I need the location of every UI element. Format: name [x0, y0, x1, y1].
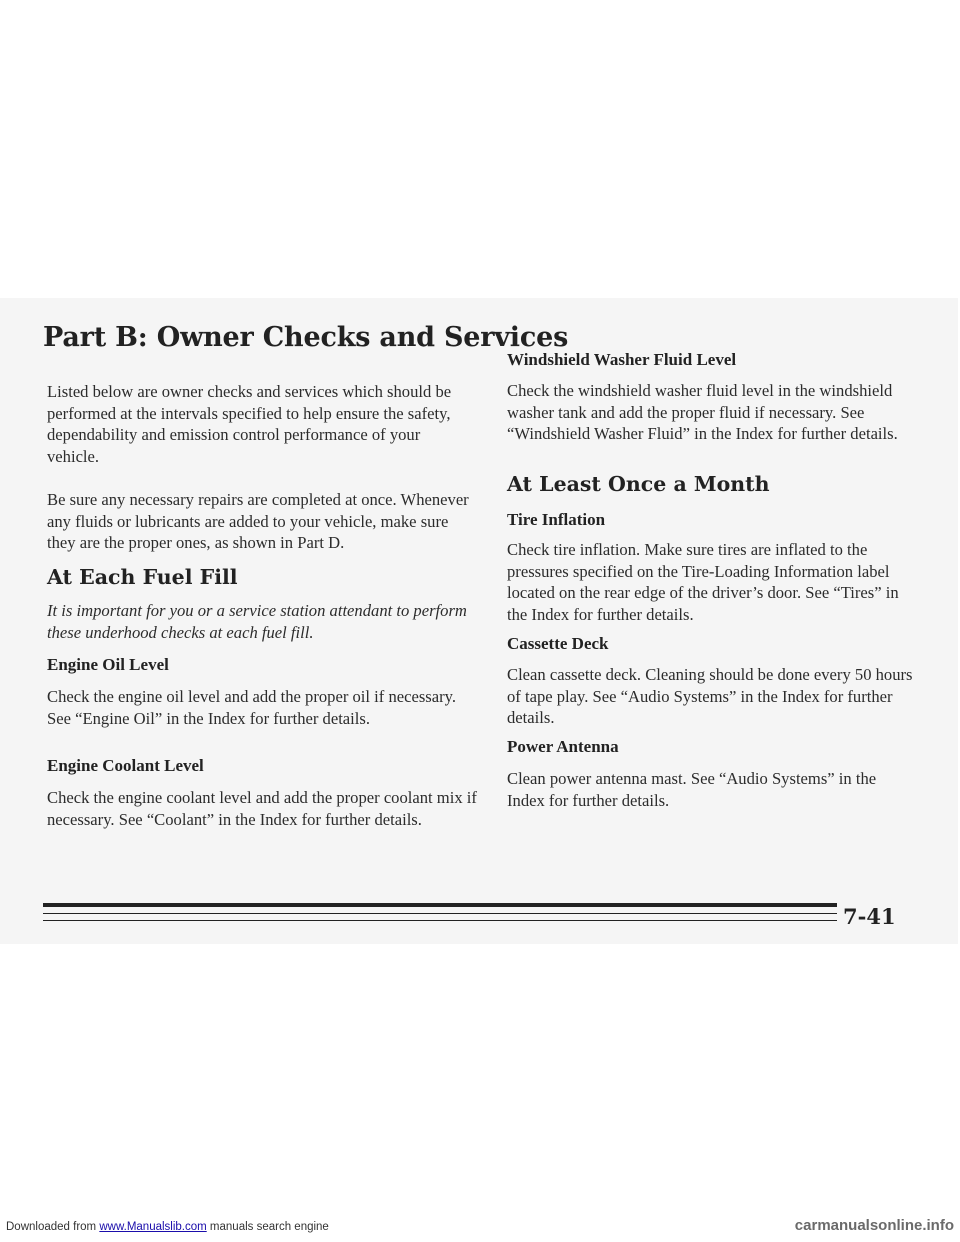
watermark: carmanualsonline.info [794, 1217, 954, 1234]
engine-oil-heading: Engine Oil Level [47, 655, 169, 674]
footer-rule-thin-1 [43, 913, 837, 914]
monthly-heading: At Least Once a Month [507, 472, 770, 496]
cassette-deck-text: Clean cassette deck. Cleaning should be done every 50 hours of tape play. See “Audio Systems” in the Index for further details. [507, 665, 913, 728]
tire-inflation-heading: Tire Inflation [507, 510, 606, 529]
intro-paragraph-2: Be sure any necessary repairs are completed at once. Whenever any fluids or lubricants are added to your vehicle, make sure they are the proper ones, as shown in Part D. [47, 490, 469, 553]
power-antenna-heading: Power Antenna [507, 737, 619, 756]
footer-suffix: manuals search engine [209, 1221, 329, 1233]
engine-coolant-heading: Engine Coolant Level [47, 756, 204, 775]
engine-oil-text: Check the engine oil level and add the proper oil if necessary. See “Engine Oil” in the Index for further details. [47, 687, 457, 728]
washer-fluid-text: Check the windshield washer fluid level in the windshield washer tank and add the proper fluid if necessary. See “Windshield Washer Fluid” in the Index for further details. [507, 381, 898, 444]
part-title: Part B: Owner Checks and Services [43, 322, 569, 353]
engine-coolant-text: Check the engine coolant level and add the proper coolant mix if necessary. See “Coolant” in the Index for further details. [47, 788, 477, 829]
intro-paragraph-1: Listed below are owner checks and services which should be performed at the intervals specified to help ensure the safety, dependability and emission control performance of your vehicle. [47, 382, 452, 466]
washer-fluid-heading: Windshield Washer Fluid Level [507, 350, 737, 369]
footer-prefix: Downloaded from [6, 1221, 97, 1233]
fuel-fill-heading: At Each Fuel Fill [47, 565, 238, 589]
footer-rule-thick [43, 903, 837, 907]
power-antenna-text: Clean power antenna mast. See “Audio Systems” in the Index for further details. [507, 769, 877, 810]
tire-inflation-text: Check tire inflation. Make sure tires are inflated to the pressures specified on the Tire-Loading Information label located on the rear edge of the driver’s door. See “Tires” in the Index for further details. [507, 540, 899, 624]
fuel-fill-note: It is important for you or a service station attendant to perform these underhood checks at each fuel fill. [47, 601, 467, 642]
download-footer [6, 1221, 329, 1233]
manualslib-link[interactable]: www.Manualslib.com [99, 1221, 207, 1233]
page-number: 7-41 [843, 904, 896, 929]
cassette-deck-heading: Cassette Deck [507, 634, 609, 653]
footer-rule-thin-2 [43, 920, 837, 921]
